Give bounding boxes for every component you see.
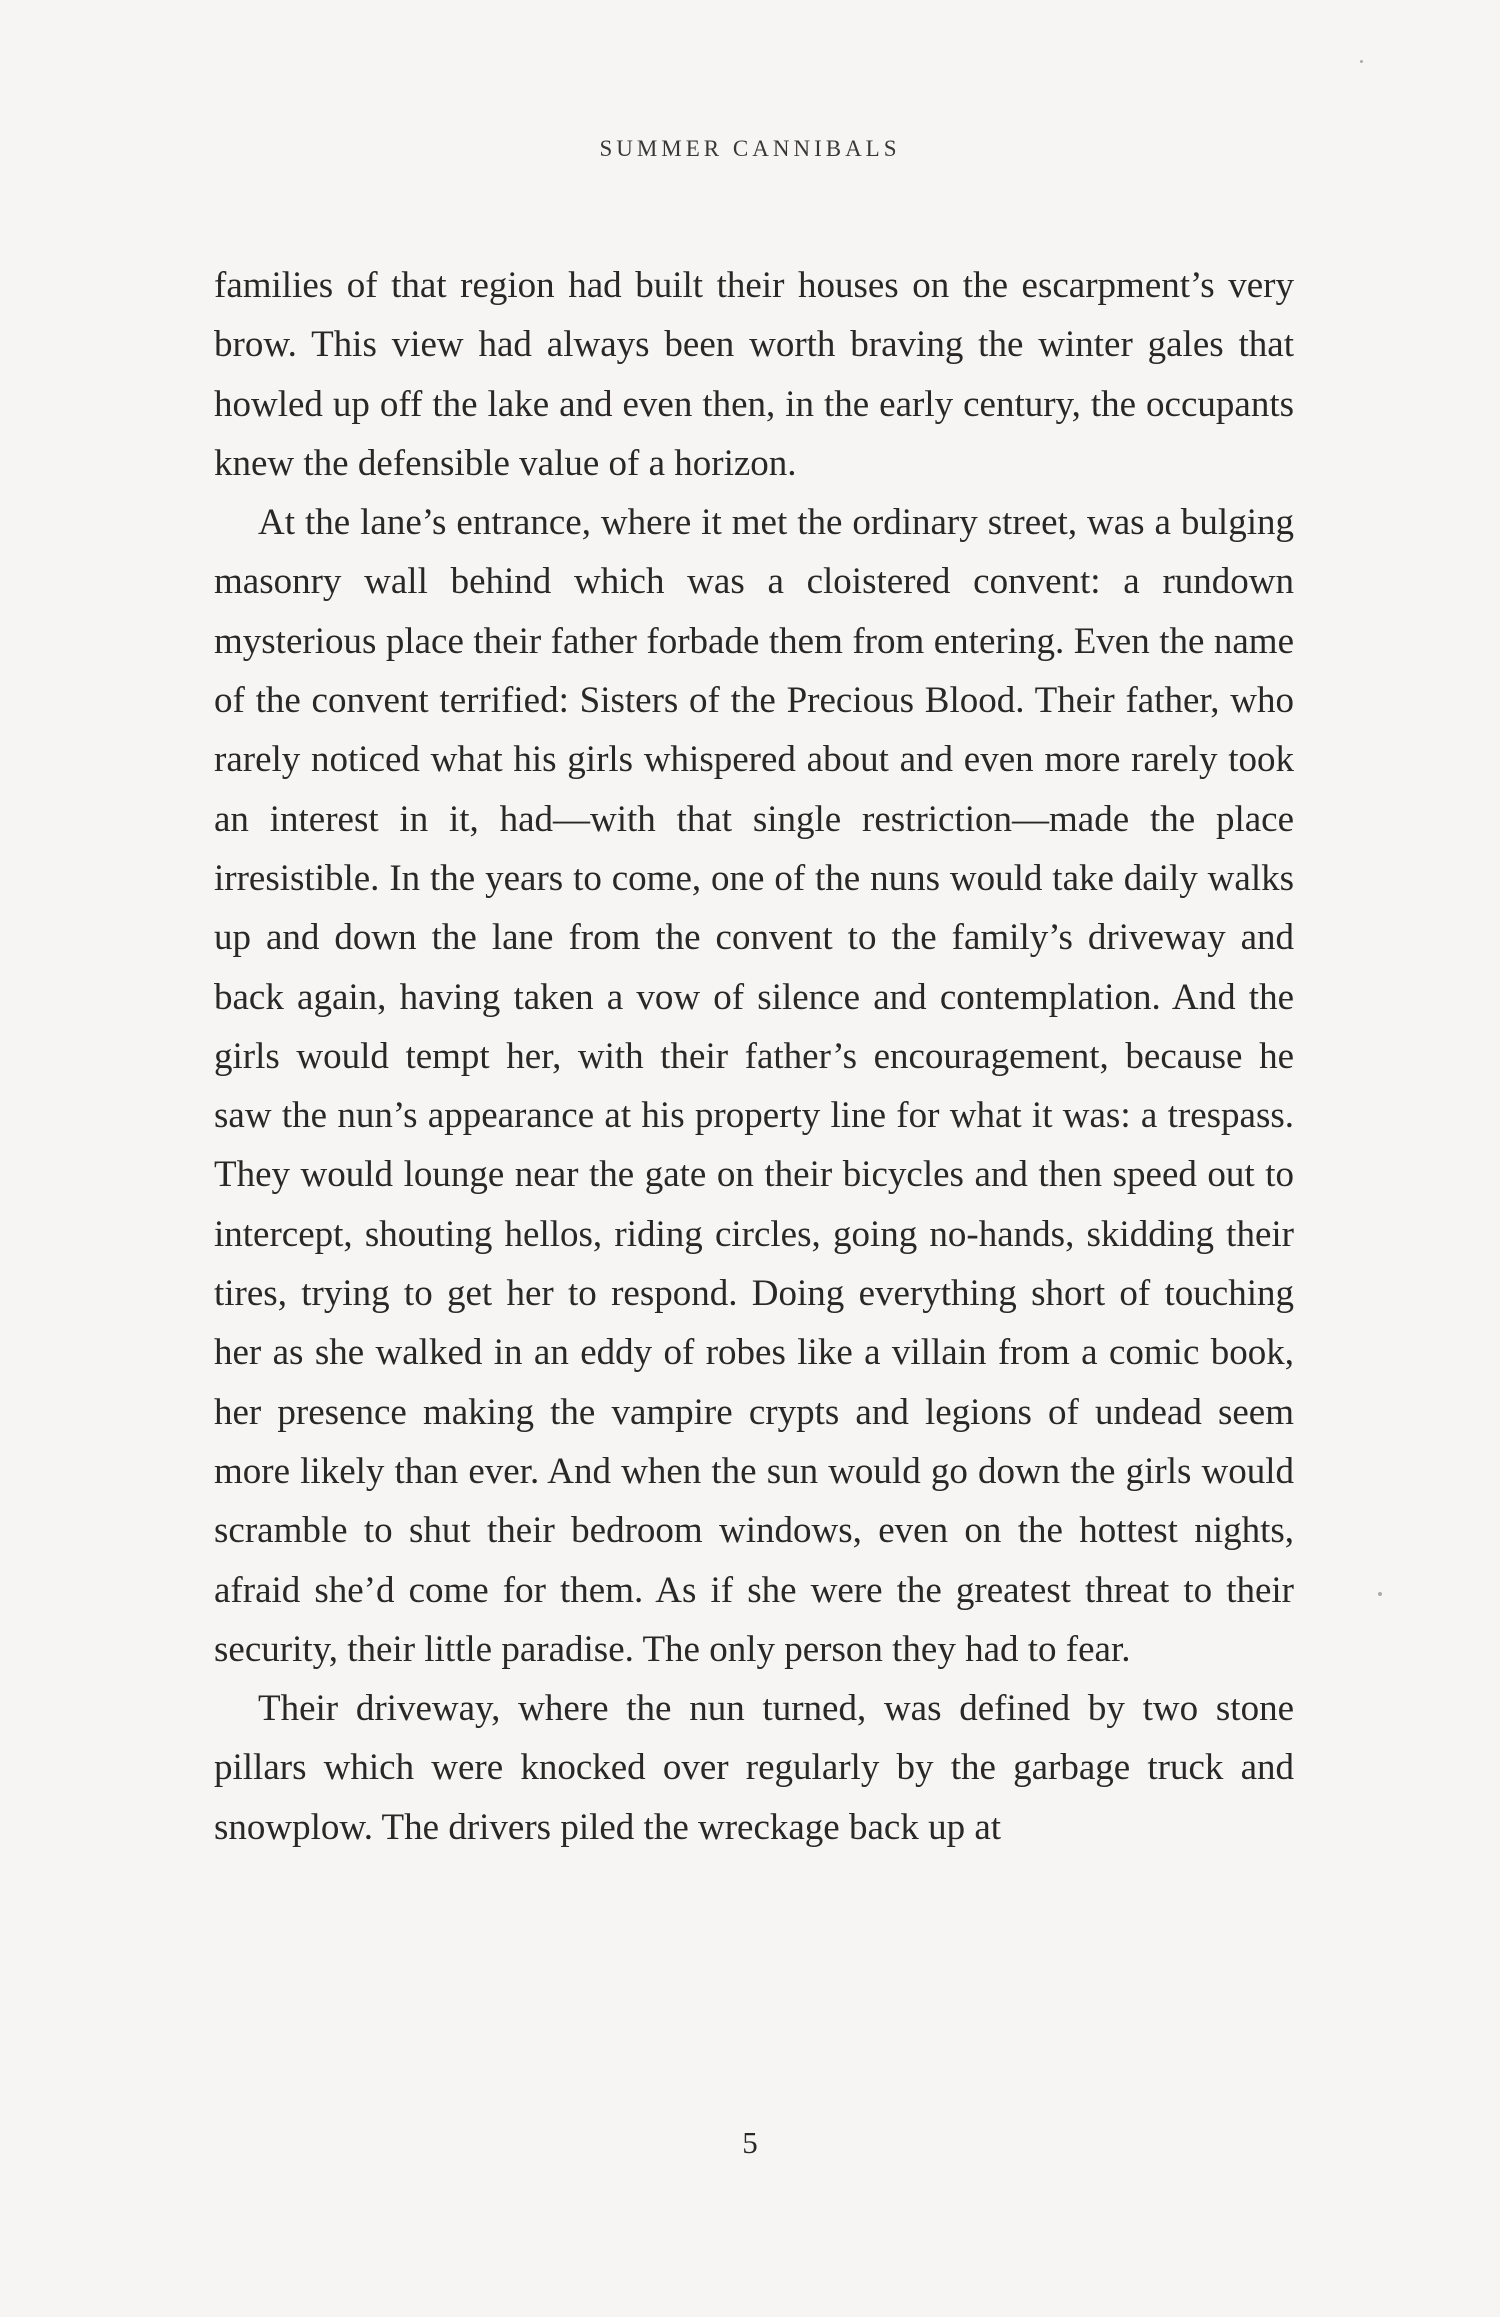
scan-speck: [1378, 1592, 1382, 1596]
running-head: SUMMER CANNIBALS: [599, 136, 901, 161]
paragraph-3: Their driveway, where the nun turned, was defined by two stone pillars which were knocked over regularly by the garbage truck and snowplow. The drivers piled the wreckage back up at: [214, 1688, 1294, 1848]
scan-speck: [1360, 60, 1363, 63]
paragraph-2: At the lane’s entrance, where it met the ordinary street, was a bulging masonry wall behind which was a cloistered convent: a rundown mysterious place their father forbade them from entering. Even the name of the convent terrified: Sisters of the Precious Blood. Their father, who rarely noticed what his girls whispered about and even more rarely took an interest in it, had—with that single restriction—made the place irresistible. In the years to come, one of the nuns would take daily walks up and down the lane from the convent to the family’s driveway and back again, having taken a vow of silence and contemplation. And the girls would tempt her, with their father’s encouragement, because he saw the nun’s appearance at his property line for what it was: a trespass. They would lounge near the gate on their bicycles and then speed out to intercept, shouting hellos, riding circles, going no-hands, skidding their tires, trying to get her to respond. Doing everything short of touching her as she walked in an eddy of robes like a villain from a comic book, her presence making the vampire crypts and legions of undead seem more likely than ever. And when the sun would go down the girls would scramble to shut their bedroom windows, even on the hottest nights, afraid she’d come for them. As if she were the greatest threat to their security, their little paradise. The only person they had to fear.: [214, 502, 1294, 1670]
body-text: [214, 256, 1294, 1857]
paragraph-1: families of that region had built their houses on the escarpment’s very brow. This view had always been worth braving the winter gales that howled up off the lake and even then, in the early century, the occupants knew the defensible value of a horizon.: [214, 265, 1294, 484]
page-number: 5: [742, 2125, 758, 2160]
